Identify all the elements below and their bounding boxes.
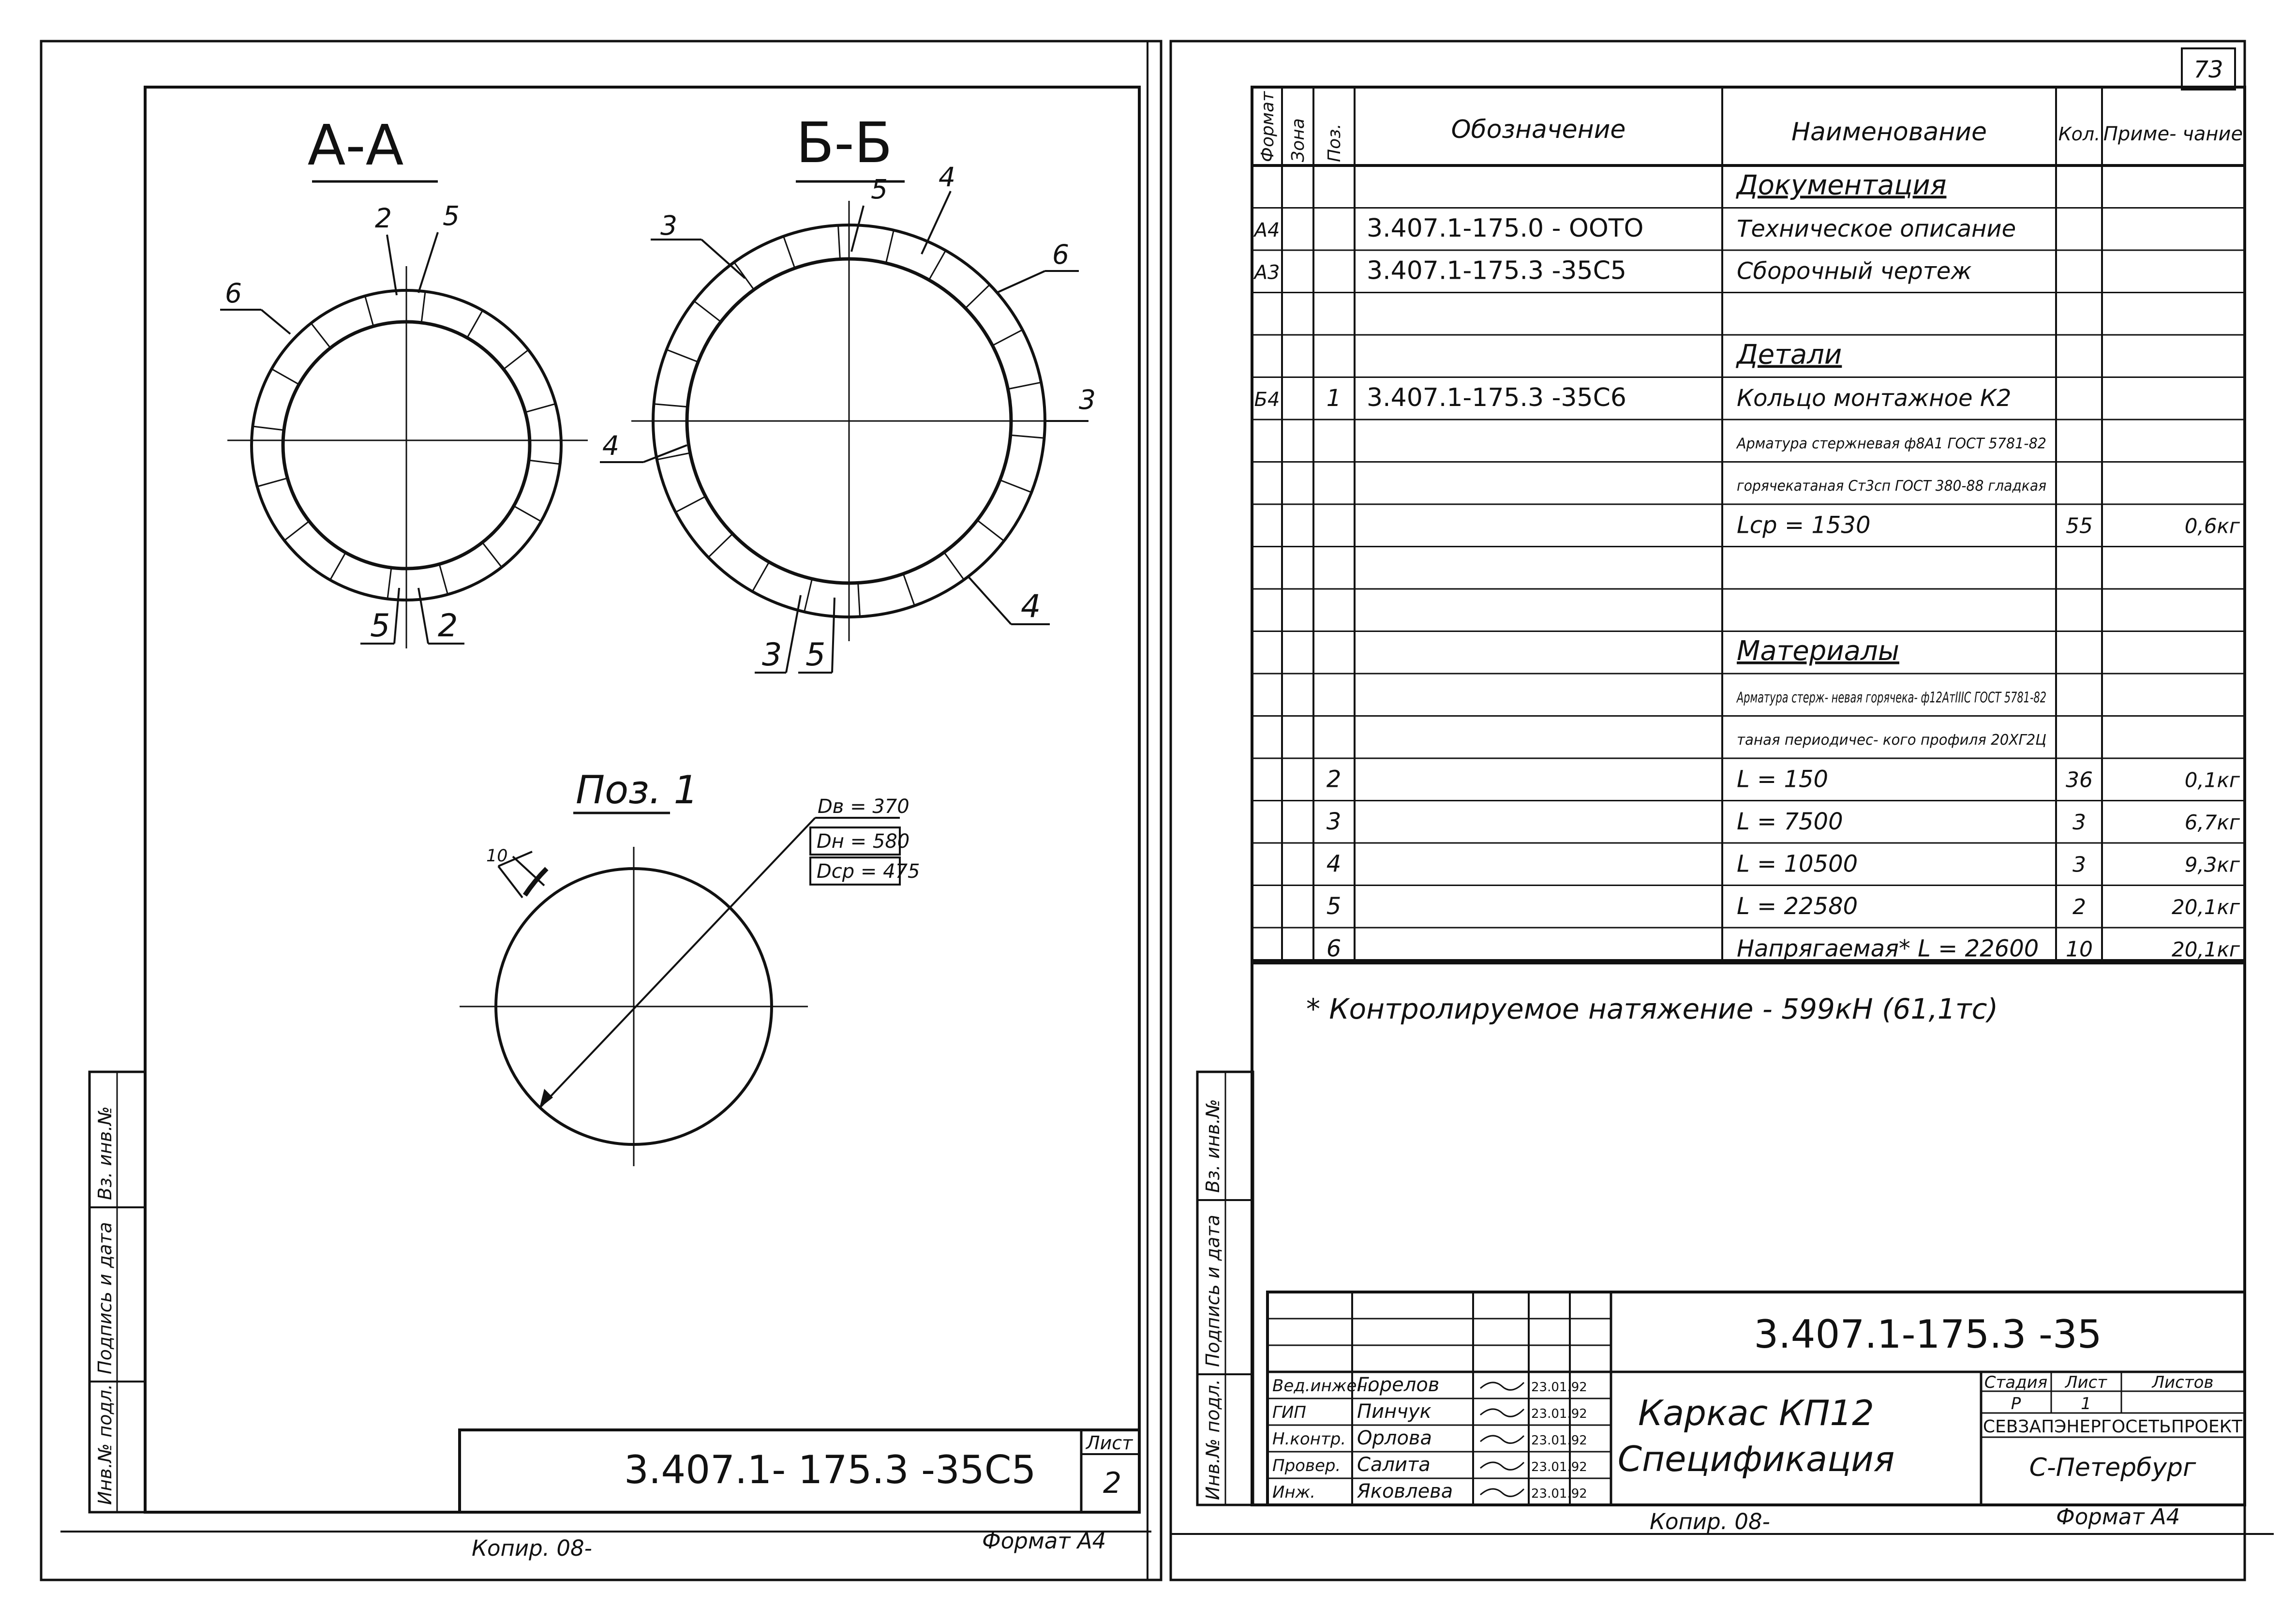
ring-bar (784, 236, 795, 268)
bb-leader-4-bottom (968, 576, 1011, 624)
cell-name: Напрягаемая* L = 22600 (1737, 935, 2039, 962)
tb-role: Вед.инжен. (1272, 1376, 1373, 1396)
ring-bar (886, 230, 894, 263)
stage-value: Р (2011, 1394, 2021, 1413)
section-bb-title: Б-Б (796, 111, 893, 176)
position-1-detail (460, 767, 920, 1166)
specification-table (1252, 87, 2245, 1025)
cell-name: L = 7500 (1737, 808, 1843, 835)
ring-bar (284, 521, 309, 541)
ring-bar (272, 369, 299, 384)
footnote: * Контролируемое натяжение - 599кН (61,1тс) (1306, 992, 1998, 1025)
header-name: Наименование (1791, 118, 1987, 147)
ring-bar (525, 404, 556, 412)
bb-label-4-bottom: 4 (1021, 588, 1041, 625)
cell-note: 20,1кг (2172, 895, 2240, 919)
ring-bar (752, 562, 769, 591)
ring-bar (708, 534, 732, 557)
bb-label-6: 6 (1052, 239, 1069, 270)
ring-bar (388, 568, 391, 599)
bb-label-5-top: 5 (871, 174, 888, 205)
ring-bar (944, 552, 964, 580)
pos1-dim10-ext2 (513, 857, 544, 886)
ring-bar (993, 330, 1023, 346)
cell-name: горячекатаная Ст3сп ГОСТ 380-88 гладкая (1737, 478, 2046, 495)
pos1-dim-10: 10 (486, 846, 508, 866)
tb-signature (1480, 1409, 1524, 1416)
left-sheet-number: 2 (1103, 1466, 1122, 1500)
cell-name: Кольцо монтажное К2 (1737, 385, 2012, 412)
cell-note: 0,1кг (2184, 768, 2240, 792)
tb-signature (1480, 1462, 1524, 1470)
cell-qty: 55 (2066, 513, 2093, 539)
left-side-stamp (89, 1072, 145, 1512)
right-sheet (1171, 41, 2274, 1580)
pos1-diameter-line (539, 818, 815, 1108)
city: С-Петербург (2029, 1453, 2196, 1482)
right-stamp-sign-date: Подпись и дата (1202, 1215, 1223, 1367)
cell-format: А4 (1254, 219, 1280, 241)
tb-surname: Яковлева (1357, 1480, 1453, 1503)
cell-name: Арматура стержневая ф8А1 ГОСТ 5781-82 (1736, 435, 2046, 452)
cell-pos: 3 (1326, 808, 1342, 835)
left-stamp-inv-podl: Инв.№ подл. (94, 1383, 116, 1505)
left-format-note: Формат А4 (982, 1528, 1106, 1554)
cell-name: L = 22580 (1737, 893, 1858, 920)
left-drawing-code: 3.407.1- 175.3 -35С5 (624, 1447, 1036, 1492)
pos1-end-hook (525, 869, 547, 895)
cell-note: 6,7кг (2184, 811, 2240, 834)
cell-qty: 10 (2066, 937, 2093, 962)
ring-bar (734, 262, 754, 290)
cell-pos: 1 (1326, 385, 1342, 412)
header-note: Приме- чание (2103, 123, 2243, 145)
tb-date: 23.01.92 (1531, 1487, 1587, 1501)
aa-leader-5-bottom (394, 588, 399, 644)
sheets-label: Листов (2152, 1373, 2214, 1392)
cell-name: L = 10500 (1737, 850, 1858, 878)
pos1-d-in: Dв = 370 (818, 796, 909, 818)
cell-qty: 3 (2072, 810, 2086, 835)
aa-label-6: 6 (225, 278, 242, 309)
bb-leader-6 (997, 271, 1045, 293)
ring-bar (421, 291, 425, 323)
cell-name: Детали (1737, 339, 1842, 371)
header-pos: Поз. (1325, 123, 1344, 162)
tb-date: 23.01.92 (1531, 1460, 1587, 1474)
aa-label-2-top: 2 (375, 203, 392, 234)
right-stamp-inv-podl: Инв.№ подл. (1202, 1379, 1223, 1500)
bb-label-5-bottom: 5 (805, 637, 826, 673)
right-side-stamp (1197, 1072, 1253, 1505)
cell-designation: 3.407.1-175.3 -35С5 (1367, 256, 1626, 286)
cell-pos: 5 (1326, 893, 1342, 920)
left-sheet-label: Лист (1086, 1432, 1133, 1454)
aa-leader-6 (261, 310, 290, 334)
cell-pos: 4 (1326, 850, 1342, 878)
tb-surname: Пинчук (1357, 1400, 1431, 1423)
pos1-d-out: Dн = 580 (817, 830, 910, 853)
pos1-dim10-ext1 (498, 866, 522, 898)
cell-designation: 3.407.1-175.3 -35С6 (1367, 383, 1626, 412)
header-zone: Зона (1288, 118, 1308, 162)
ring-bar (654, 404, 688, 407)
ring-bar (330, 553, 345, 580)
pos1-arrow (539, 1089, 553, 1108)
cell-qty: 36 (2066, 767, 2093, 793)
left-title-block (460, 1430, 1139, 1512)
ring-bar (667, 350, 698, 362)
ring-bar (966, 285, 990, 308)
aa-label-2-bottom: 2 (438, 608, 458, 644)
cell-note: 9,3кг (2184, 853, 2240, 877)
ring-bar (676, 496, 706, 512)
tb-people (1267, 1374, 1611, 1503)
page-number: 73 (2193, 56, 2223, 83)
bb-leader-4-left (643, 445, 687, 462)
ring-bar (529, 460, 560, 464)
bb-label-4-top: 4 (939, 162, 955, 193)
right-format-note: Формат А4 (2056, 1504, 2180, 1530)
aa-leader-5-top (418, 232, 438, 293)
pos1-title: Поз. 1 (576, 767, 699, 812)
bb-leader-5-top (851, 206, 864, 252)
tb-signature (1480, 1436, 1524, 1443)
cell-name: таная периодичес- кого профиля 20ХГ2Ц (1737, 732, 2046, 749)
tb-signature (1480, 1489, 1524, 1496)
tb-date: 23.01.92 (1531, 1407, 1587, 1421)
cell-note: 20,1кг (2172, 937, 2240, 962)
pos1-d-mid: Dср = 475 (817, 860, 920, 883)
right-drawing-code: 3.407.1-175.3 -35 (1754, 1312, 2102, 1357)
aa-leader-2-bottom (418, 588, 428, 644)
tb-role: Провер. (1272, 1456, 1341, 1475)
ring-bar (858, 583, 860, 617)
cell-qty: 2 (2072, 895, 2086, 919)
bb-label-3-bottom: 3 (762, 637, 782, 673)
cell-name: Документация (1737, 169, 1947, 201)
section-aa-title: А-А (307, 113, 404, 178)
ring-bar (805, 579, 812, 612)
tb-signature (1480, 1383, 1524, 1390)
right-title-block (1267, 1292, 2245, 1505)
bb-leader-5-bottom (832, 598, 835, 673)
cell-name: Материалы (1737, 635, 1899, 667)
ring-bar (253, 426, 284, 430)
cell-format: Б4 (1254, 389, 1280, 411)
aa-leader-2-top (387, 235, 397, 295)
tb-role: ГИП (1272, 1403, 1306, 1422)
section-aa (220, 113, 588, 648)
ring-bar (1000, 480, 1031, 493)
ring-bar (838, 225, 840, 259)
stage-label: Стадия (1984, 1373, 2048, 1392)
ring-bar (977, 520, 1004, 541)
right-copy-note: Копир. 08- (1650, 1509, 1770, 1534)
tb-surname: Горелов (1357, 1374, 1440, 1396)
cell-format: А3 (1254, 261, 1280, 284)
cell-name: Арматура стерж- невая горячека- ф12АтIIIС ГОСТ 5781-82 (1736, 689, 2046, 706)
ring-bar (514, 506, 541, 522)
cell-name: Сборочный чертеж (1737, 257, 1972, 285)
tb-surname: Салита (1357, 1454, 1431, 1476)
section-bb (600, 111, 1096, 673)
aa-label-5-bottom: 5 (370, 608, 390, 644)
ring-bar (311, 323, 330, 348)
right-stamp-vz-inv: Вз. инв.№ (1202, 1099, 1223, 1193)
organization: СЕВЗАПЭНЕРГОСЕТЬПРОЕКТ (1983, 1417, 2243, 1437)
header-format: Формат (1258, 91, 1278, 162)
bb-label-3-right: 3 (1079, 384, 1096, 415)
tb-date: 23.01.92 (1531, 1380, 1587, 1395)
ring-bar (1008, 382, 1041, 389)
tb-date: 23.01.92 (1531, 1433, 1587, 1448)
sheet-label: Лист (2065, 1373, 2107, 1392)
cell-pos: 6 (1326, 935, 1342, 962)
ring-bar (903, 574, 914, 606)
title-line-2: Спецификация (1617, 1439, 1895, 1479)
left-stamp-vz-inv: Вз. инв.№ (94, 1106, 116, 1200)
ring-bar (694, 301, 721, 322)
ring-bar (439, 564, 447, 595)
ring-bar (257, 478, 288, 486)
cell-designation: 3.407.1-175.0 - ООТО (1367, 214, 1644, 243)
ring-bar (467, 311, 483, 338)
header-designation: Обозначение (1451, 115, 1626, 144)
bb-label-4-left: 4 (602, 430, 619, 461)
ring-bar (365, 296, 373, 327)
left-sheet (41, 41, 1161, 1580)
sheet-value: 1 (2081, 1394, 2091, 1413)
tb-surname: Орлова (1357, 1427, 1432, 1449)
tb-role: Инж. (1272, 1483, 1316, 1502)
ring-bar (1011, 435, 1044, 438)
left-stamp-sign-date: Подпись и дата (94, 1222, 116, 1374)
cell-name: Lср = 1530 (1737, 511, 1871, 539)
ring-bar (504, 350, 528, 369)
ring-bar (482, 542, 502, 567)
bb-label-3-top: 3 (660, 210, 677, 241)
title-line-1: Каркас КП12 (1638, 1393, 1874, 1433)
cell-qty: 3 (2072, 852, 2086, 877)
cell-note: 0,6кг (2184, 514, 2240, 538)
aa-label-5-top: 5 (443, 200, 460, 231)
tb-role: Н.контр. (1272, 1429, 1346, 1449)
header-qty: Кол. (2058, 123, 2101, 145)
cell-name: L = 150 (1737, 766, 1829, 793)
cell-pos: 2 (1326, 766, 1342, 793)
left-copy-note: Копир. 08- (472, 1535, 592, 1561)
cell-name: Техническое описание (1737, 215, 2016, 242)
ring-bar (929, 251, 946, 280)
